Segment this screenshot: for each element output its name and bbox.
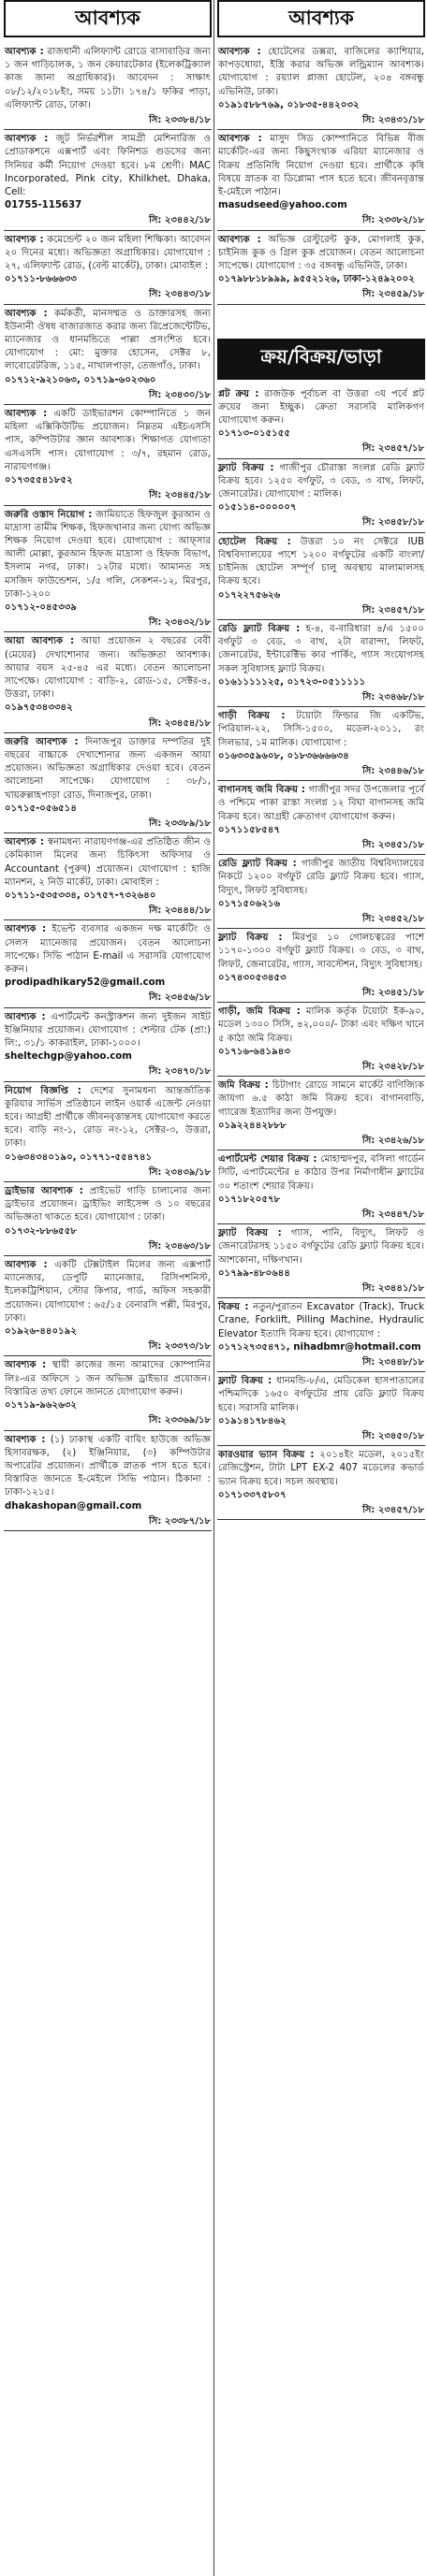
classified-ad: [4, 43, 212, 130]
ad-contact: ০১৬৩৩৫৯৬০৮, ০১৮৩৬৬৬৬৩৪: [218, 750, 349, 761]
ad-code: সি: ২৩৪৫৭/১৮: [361, 604, 424, 615]
ad-body: নতুন/পুরাতন Excavator (Track), Truck Crane, Forklift, Pilling Machine, Hydraulic Elevator ইত্যাদি বিক্রয় হবে। যোগাযোগ :: [218, 1302, 424, 1339]
classified-ad: [4, 506, 212, 633]
ad-body: গ্যাস, পানি, বিদ্যুৎ, লিফট ও জেনারেটরসহ ১১৫০ বর্গফুটের রেডি ফ্ল্যাট বিক্রয় হবে। আশকোনা, দক্ষিণখান।: [218, 1228, 424, 1266]
ad-body: টয়োটা ফিল্ডার জি একটিভ, পিরিয়াল-২২, সিসি-১৫০০, মডেল-২০১১, রং সিলভার, ১ম মালিক। যোগাযোগ :: [218, 711, 424, 748]
ad-contact: ০১৯১৫৮৮৭৬৯, ০১৮৩৫-৪৪২০৩২: [218, 99, 360, 110]
ad-contact: masudseed@yahoo.com: [218, 200, 347, 211]
ad-contact: ০১৯৭৫৩৪৩৩৪২: [5, 702, 73, 714]
ad-body: স্বনামধন্য নারায়ণগঞ্জ-এর প্রতিষ্ঠিত জীন ও কেমিক্যাল মিলের জন্য চিকিৎসা অফিসার ও Accountant (পুরুষ) প্রয়োজন। যোগাযোগ : হাজি ম্যানশন, ২ নিউ মার্কেট, ঢাকা। মোবাইল :: [5, 837, 211, 888]
ad-heading: আবশ্যক :: [5, 47, 44, 57]
ad-heading: আয়া আবশ্যক :: [5, 636, 75, 647]
ad-heading: এপার্টমেন্ট শেয়ার বিক্রয় :: [218, 1154, 317, 1165]
ad-code: সি: ২৩৪৩২/১৮: [148, 617, 211, 629]
ad-heading: আবশ্যক :: [5, 837, 44, 848]
ad-contact: ০১৭৩৫৫৪১৮৫২: [5, 475, 73, 486]
ad-code: সি: ২৩৪৬৮/১৮: [361, 691, 424, 702]
ad-heading: রেডি ফ্ল্যাট বিক্রয় :: [218, 859, 297, 870]
ad-body: চিটাগাং রোডে সামনে মার্কেট বাণিজ্যিক জায়গা ৬.৫ কাঠা জমি বিক্রয় হবে। বাগানবাড়ি, গ্যারেজ ইত্যাদির জন্য উপযুক্ত।: [218, 1080, 424, 1118]
classified-ad: [217, 929, 425, 1003]
classified-ad: [4, 1082, 212, 1182]
ad-code: সি: ২৩৩৭৩/১৮: [148, 1341, 211, 1353]
ad-heading: আবশ্যক :: [5, 1360, 47, 1371]
ad-contact: ০১৫১১৪-০০০০০৭: [218, 502, 297, 514]
ad-contact: ০১৯১৪১৭৮৪৬২: [218, 1415, 287, 1426]
section-banner-right: আবশ্যক: [217, 0, 425, 37]
ad-heading: ফ্ল্যাট বিক্রয় :: [218, 462, 274, 473]
ad-code: সি: ২৩৪৩০/১৮: [148, 389, 211, 400]
ad-code: সি: ২৩৪৭০/১৮: [148, 1066, 211, 1078]
ad-body: ধানমন্ডি-৮/এ, মেডিকেল হাসপাতালের পশ্চিমদিকে ১৬৫০ বর্গফুটের প্রায় রেডি ফ্ল্যাট বিক্রয় হবে। সরাসরি মালিক।: [218, 1376, 424, 1413]
ad-code: সি: ২৩৩৮২/১৮: [361, 215, 424, 226]
ad-code: সি: ২৩৪৪৫/১৮: [148, 490, 211, 501]
ad-code: সি: ২৩৪৪৮/১৮: [361, 1357, 424, 1368]
ad-contact: ০১৬১১১১১২৫, ০১৭২৩-০৫১১১১১: [218, 676, 366, 687]
ad-heading: আবশ্যক :: [5, 308, 48, 319]
classified-ad: [217, 1003, 425, 1077]
classified-ad: [4, 1431, 212, 1531]
ad-heading: ফ্ল্যাট বিক্রয় :: [218, 1228, 282, 1239]
ad-contact: ০১৭১২-৯২১০৬৩, ০১৭১৯-৬০২৩৬০: [5, 374, 156, 385]
ad-code: সি: ২৩৪৪২/১৮: [148, 215, 211, 226]
ad-contact: ০১৭১১-৮৬৬৬৩৩: [5, 274, 78, 285]
ad-heading: গাড়ী, জমি বিক্রয় :: [218, 1006, 301, 1018]
ad-heading: আবশ্যক :: [5, 234, 44, 245]
classified-ad: [4, 1182, 212, 1256]
ad-contact: ০১৬৩৪৩৪০১৯০, ০১৭৭১-৫৫৪৭৪১: [5, 1151, 153, 1163]
ad-code: সি: ২৩৪৫৭/১৮: [361, 1505, 424, 1516]
ad-body: মোহাম্মদপুর, বসিলা গার্ডেন সিটি, এপার্টমেন্টের ৪ কাঠার উপর নির্মাণাধীন ফ্ল্যাটের ৩০ শতাংশ শেয়ার বিক্রয়।: [218, 1154, 424, 1192]
classified-ad: [4, 130, 212, 230]
ad-contact: ০১৭৯৯-৪৮০৬৪৪: [218, 1267, 290, 1279]
ad-body: আয়া প্রয়োজন ২ বছরের বেবী (মেয়ের) দেখাশোনার জন্য। অভিজ্ঞতা আবশ্যক। আয়ার বয়স ২৫-৪৫ এর মধ্যে। বেতন আলোচনা সাপেক্ষে। যোগাযোগ : বাড়ি-২, রোড-১৫, সেক্টর-৪, উত্তরা, ঢাকা।: [5, 636, 211, 701]
classified-ad: [217, 43, 425, 130]
ad-heading: আবশ্যক :: [5, 1260, 48, 1271]
ad-body: দিনাজপুর ডাক্তার দম্পতির দুই বছরের বাচ্চাকে দেখাশোনার জন্য একজন আয়া প্রয়োজন। অভিজ্ঞতা অগ্রাধিকার দেওয়া হবে। বেতন আলোচনা সাপেক্ষে। যোগাযোগ : ৩৮/১, খায়রুল্লাহপাড়া রোড, দিনাজপুর, ঢাকা।: [5, 736, 211, 801]
ad-contact: ০১৭১৩-০১৫১৫৫: [218, 428, 290, 440]
classified-ad: [4, 733, 212, 833]
classified-ad: [4, 1256, 212, 1356]
classified-ad: [4, 231, 212, 305]
ad-contact: ০১৭১৮২০৫৭৮: [218, 1194, 281, 1205]
classified-ad: [217, 1077, 425, 1151]
ad-heading: আবশ্যক :: [218, 134, 262, 145]
ad-code: সি: ২৩৪৫০/১৮: [361, 1431, 424, 1442]
ad-code: সি: ২৩৪৪৬/১৮: [361, 765, 424, 776]
ad-body: অভিজ্ঞ রেস্টুরেন্ট কুক, মোগলাই কুক, চাইনিজ কুক ও গ্রিল কুক প্রয়োজন। বেতন আলোচনা সাপেক্ষে। যোগাযোগ : ৩৫ বঙ্গবন্ধু এভিনিউ, ঢাকা।: [218, 234, 424, 272]
right-column: [217, 0, 425, 1520]
ad-contact: ০১৭২২৭৫৬২৬: [218, 589, 281, 601]
classified-ad: [217, 707, 425, 781]
ad-heading: কারওয়ার ভ্যান বিক্রয় :: [218, 1450, 315, 1461]
ad-body: হোটেলের ডক্সরা, বাজিলের ক্যাশিয়ার, কাপড়ধোয়া, ইস্ত্রি করার অভিজ্ঞ লন্ড্রিম্যান আবশ্যক। যোগাযোগ : রয়্যাল প্লাজা হোটেল, ২০৪ বঙ্গবন্ধু এভিনিউ, ঢাকা।: [218, 47, 424, 97]
ad-heading: বাগানসহ জমি বিক্রয় :: [218, 785, 305, 796]
ad-body: কর্মকর্তী, মানসম্মত ও ডাক্তারসহ জন্য ইউনানী ঔষধ বাজারজাত করার জন্য রিপ্রেজেন্টেটিভ, ম্যানেজার ও ধানমন্ডিতে পাল্লা প্রসংশিত হবে। যোগাযোগ : মো: মুক্তার হোসেন, সেক্টর ৮, লাবোরেটরিজ, ১১৫, নাখালপাড়া, তেজগাঁও, ঢাকা।: [5, 308, 211, 372]
ad-body: স্থায়ী কাজের জন্য আমাদের কোম্পানির লিঃ-এর অফিসে ১ জন অভিজ্ঞ ড্রাইভার প্রয়োজন। বিস্তারিত তথ্য ফোনে জানতে যোগাযোগ করুন।: [5, 1360, 211, 1397]
ad-body: হ-৪, ব-বারিধারা ৪/এ ১৫০০ বর্গফুট ৩ বেড, ৩ বাথ, ২টা বারান্দা, লিফট, জেনারেটর, ইন্টারেক্টিভ কার পার্কিং, গ্যাস সংযোগসহ সকল সুবিধাসহ ফ্ল্যাট বিক্রয়।: [218, 623, 424, 674]
ad-heading: জরুরি আবশ্যক :: [5, 736, 79, 747]
ad-body: উত্তরা ১০ নং সেক্টরে IUB বিশ্ববিদ্যালয়ের পাশে ১২০০ বর্গফুটের একটি বাংলা/চাইনিজ হোটেল সম্পূর্ণ চালু অবস্থায় মালামালসহ বিক্রয় হবে।: [218, 536, 424, 587]
ad-contact: ০১৭১৩৩৭৫৮০৭: [218, 1489, 287, 1500]
ad-code: সি: ২৩৪৪১/১৮: [361, 1283, 424, 1295]
ad-body: মালিক কর্তৃক টয়োটা ইক-৯০, মডেল ১৩০০ সিসি, ৪২,০০০/- টাকা এবং দক্ষিণ খানে ৫ কাঠা জমি বিক্রয়।: [218, 1006, 424, 1044]
classified-ad: [217, 620, 425, 707]
ad-heading: গাড়ী বিক্রয় :: [218, 711, 286, 722]
ad-body: গাজীপুর সদর উপজেলার পূর্বে ও পশ্চিমে পাকা রাস্তা সংলগ্ন ১২ বিঘা বাগানসহ জমি বিক্রয় হবে। আগ্রহী ক্রেতাগণ যোগাযোগ করুন।: [218, 785, 424, 822]
classified-ad: [217, 385, 425, 459]
ad-heading: আবশ্যক :: [218, 234, 261, 245]
ad-body: একটি ডাইভারশন কোম্পানিতে ১ জন মহিলা এক্সিকিউটিভ প্রয়োজন। নিম্নতম এইচএসসি পাস, কম্পিউটার জ্ঞান আবশ্যক। শিক্ষাগত যোগ্যতা এসএসসি পাস। যোগাযোগ : ৩/৭, রহমান রোড, নারায়ণগঞ্জ।: [5, 409, 211, 472]
right-ads-2: [217, 385, 425, 1521]
ad-contact: ০১৭১২৭৩৫৪৭১, nihadbmr@hotmail.com: [218, 1341, 421, 1353]
ad-heading: নিয়োগ বিজ্ঞপ্তি :: [5, 1085, 81, 1096]
classified-ad: [217, 1446, 425, 1520]
classified-ad: [217, 231, 425, 305]
ad-body: রাজউক পূর্বাচল বা উত্তরা ৩য় পর্বে প্লট ক্রয়ের জন্য ইচ্ছুক। ক্রেতা সরাসরি মালিকগণ যোগাযোগ করুন।: [218, 388, 424, 427]
ad-code: সি: ২৩৪৫১/১৮: [361, 987, 424, 998]
classified-ad: [4, 1008, 212, 1082]
ad-code: সি: ২৩৪৫১/১৮: [361, 839, 424, 850]
ad-heading: বিক্রয় :: [218, 1302, 249, 1313]
ad-contact: ০১৯২৬-৪৪০১৯২: [5, 1326, 78, 1338]
classified-ad: [217, 1151, 425, 1224]
classified-ad: [217, 781, 425, 855]
classified-ad: [4, 833, 212, 920]
ad-body: মিরপুর ১০ গোলচত্বরের পাশে ১১৭০-১৩০০ বর্গফুট ফ্ল্যাট বিক্রয়। ৩ বেড, ৩ বাথ, লিফট, জেনারেটর, গ্যাস, সাবস্টেশন, বিদ্যুৎ সুবিধাসহ।: [218, 933, 424, 970]
ad-code: সি: ২৩৪৩৯/১৮: [148, 1166, 211, 1178]
ad-code: সি: ২৩৪৫৭/১৮: [361, 443, 424, 455]
ad-contact: ০১৭১৯-৯৬২৬৩২: [5, 1400, 78, 1411]
ad-body: কমেন্ডেন্ট ২০ জন মহিলা শিক্ষিকা। আবেদন ২০ দিনের মধ্যে। অভিজ্ঞতা অগ্রাধিকার। যোগাযোগ : ২৭, এলিফ্যান্ট রোড, (বেল্ট মার্কেট), ঢাকা। মোবাইল :: [5, 234, 211, 272]
ad-body: দেশের সুনামধন্য আন্তর্জাতিক কুরিয়ার সার্ভিস প্রতিষ্ঠানে লাইন ওয়ার্ক এজেন্ট নেওয়া হবে। আগ্রহী প্রার্থীকে জীবনবৃত্তান্তসহ যোগাযোগ করতে হবে। বাড়ি নং-১, রোড নং-১২, সেক্টর-৩, উত্তরা, ঢাকা।: [5, 1085, 212, 1150]
classified-ad: [217, 1372, 425, 1446]
ad-heading: আবশ্যক :: [218, 47, 261, 57]
classified-ad: [217, 1224, 425, 1298]
ad-code: সি: ২৩৪৬৩/১৮: [148, 1240, 211, 1252]
ad-code: সি: ২৩৪৫৯/১৮: [361, 289, 424, 300]
ad-body: একটি টেক্সটাইল মিলের জন্য এক্সপার্ট ম্যানেজার, ডেপুটি ম্যানেজার, রিসিপশনিস্ট, ইলেকট্রিশিয়ান, স্টোর কিপার, গার্ড, অফিস সহকারী প্রয়োজন। যোগাযোগ : ৬৫/১৫ বেনারসি পল্লী, মিরপুর, ঢাকা।: [5, 1260, 211, 1324]
ad-contact: ০১৭৯৮৮১৮৯৯৯, ৯৫৫২১২৬, ঢাকা-১২৪৯২০০২: [218, 274, 415, 285]
ad-code: সি: ২৩৪৩১/১৮: [361, 115, 424, 126]
ad-code: সি: ২৩৪৪৩/১৮: [148, 289, 211, 300]
classified-ad: [4, 305, 212, 405]
ad-body: ২০১৪ইং মডেল, ২০১৫ইং রেজিস্ট্রেশন, টাটা LPT EX-2 407 মডেলের কভার্ড ভ্যান বিক্রয় হবে। সচল অবস্থায়।: [218, 1450, 424, 1487]
classified-ad: [4, 405, 212, 505]
ad-heading: জমি বিক্রয় :: [218, 1080, 269, 1092]
ad-code: সি: ২৩৪৫২/১৮: [361, 913, 424, 924]
ad-contact: ০১৭১৬-৬৪১৯৪৩: [218, 1046, 291, 1057]
ad-code: সি: ২৩৪৫৪/১৮: [148, 717, 211, 729]
left-column: [4, 0, 212, 1531]
ad-body: গাজীপুর চৌরাস্তা সংলগ্ন রেডি ফ্ল্যাট বিক্রয় হবে। ১২৫০ বর্গফুট, ৩ বেড, ৩ বাথ, লিফট, জেনারেটর। যোগাযোগ : মালিক।: [218, 462, 425, 500]
ad-contact: prodipadhikary52@gmail.com: [5, 977, 166, 989]
ad-code: সি: ২৩৪৫৮/১৮: [361, 517, 424, 528]
ad-heading: ড্রাইভার আবশ্যক :: [5, 1186, 83, 1197]
ad-code: সি: ২৩৪২৬/১৮: [361, 1136, 424, 1147]
ad-heading: প্লট ক্রয় :: [218, 388, 259, 399]
section-gap: [217, 305, 425, 339]
ad-contact: ০১৭১২-০৪৫৩৩৯: [5, 601, 78, 613]
ad-heading: হোটেল বিক্রয় :: [218, 536, 291, 547]
ad-heading: ফ্ল্যাট বিক্রয় :: [218, 1376, 272, 1387]
ad-code: সি: ২৩৪২৮/১৮: [361, 1062, 424, 1072]
ad-contact: 01755-115637: [5, 200, 82, 211]
ad-contact: ০১৭৪৩০৫৩৪৫৩: [218, 972, 287, 983]
ad-contact: ০১৭১১-৫৩৫৩৩৪, ০১৭৫৭-৭৩২৬৪০: [5, 890, 156, 901]
ad-code: সি: ২৩৪৪৪/১৮: [148, 905, 211, 917]
ad-contact: ০১৭৩২-৮৮৬৫৫৮: [5, 1225, 78, 1237]
ad-heading: জরুরি ওস্তাদ নিয়োগ :: [5, 509, 93, 520]
ad-heading: আবশ্যক :: [5, 134, 49, 145]
ad-code: সি: ২৩৪৪৭/১৮: [361, 1209, 424, 1221]
ad-heading: আবশ্যক :: [5, 409, 48, 420]
right-ads: [217, 43, 425, 305]
ad-body: ইভেন্ট ব্যবসার একজন দক্ষ মার্কেটিং ও সেলস ম্যানেজার প্রয়োজন। বেতন আলোচনা সাপেক্ষে। সিভি পাঠান E-mail এ সরাসরি যোগাযোগ করুন।: [5, 924, 211, 975]
ad-heading: ফ্ল্যাট বিক্রয় :: [218, 933, 283, 944]
classified-ad: [4, 632, 212, 732]
ad-code: সি: ২৩৩৮৭/১৮: [148, 1515, 211, 1527]
ad-body: জামিয়াতে হিফজুল কুরআন ও মাদ্রাসা তামীম শিক্ষক, হিফজখানার জন্য যোগ্য অভিজ্ঞ শিক্ষক নিয়োগ দেওয়া হবে। যোগাযোগ : আফ্সার আলী মোল্লা, কুরআন হিফজ মাদ্রাসা ও হিফজ বিভাগ, ইসলাম নগর, ঢাকা। ১২টার মধ্যে। আমানত সহ মসজিদ ফাউন্ডেশন, ১/৫ গলি, সেকশন-১২, মিরপুর, ঢাকা-১২০০: [5, 509, 211, 600]
ad-body: জুট নির্ভরশীল সামগ্রী মেশিনারিজ ও প্রোডাকশনে এক্সপার্ট এবং ফিনিশড গুডসের জন্য সিনিয়র কর্মী নিয়োগ দেওয়া হবে। ৮ম শ্রেণী। MAC Incorporated, Pink city, Khilkhet, Dhaka, Cell:: [5, 134, 211, 198]
ad-body: গাজীপুর জাতীয় বিশ্ববিদ্যালয়ের নিকটে ১২০০ বর্গফুট রেডি ফ্ল্যাট বিক্রয় হবে। গ্যাস, বিদ্যুৎ, লিফট সুবিধাসহ।: [218, 859, 424, 896]
ad-body: প্রাইভেট গাড়ি চালানোর জন্য ড্রাইভার প্রয়োজন। ড্রাইভিং লাইসেন্স ও ১০ বছরের অভিজ্ঞতা থাকতে হবে। যোগাযোগ : ঢাকা।: [5, 1186, 211, 1223]
ad-contact: ০১৭১১৫৮৫৪৭: [218, 824, 281, 835]
ad-heading: আবশ্যক :: [5, 1011, 46, 1022]
ad-heading: রেডি ফ্ল্যাট বিক্রয় :: [218, 623, 301, 634]
classified-ad: [217, 459, 425, 533]
ad-heading: আবশ্যক :: [5, 924, 47, 935]
ad-contact: ০১৭১৫-০৫৬৫১৪: [5, 803, 77, 814]
ad-code: সি: ২৩৩৮৪/১৮: [148, 115, 211, 126]
ad-contact: sheltechgp@yahoo.com: [5, 1051, 132, 1063]
section-banner-buy-sell: ক্রয়/বিক্রয়/ভাড়া: [217, 339, 425, 380]
ad-heading: আবশ্যক :: [5, 1434, 46, 1445]
ad-code: সি: ২৩৩৬৯/১৮: [148, 1415, 211, 1426]
ad-contact: ০১৯২২৪৪২৮৮৮: [218, 1120, 287, 1131]
ad-code: সি: ২৩৪৫৬/১৮: [148, 992, 211, 1004]
classified-ad: [217, 855, 425, 929]
classified-ad: [217, 1298, 425, 1372]
ad-body: রাজধানী এলিফ্যান্ট রোডে বাসাবাড়ির জন্য ১ জন গাড়িচালক, ১ জন কেয়ারটেকার (ইলেকট্রিক্যাল কাজ জানা অগ্রাধিকার)। আবেদন : সাক্ষাৎ ০৮/১২/২০১৮ইং, সময় ১১টা। ১৭৪/১ ফকির পাড়া, এলিফ্যান্ট রোড, ঢাকা।: [5, 47, 211, 110]
classified-ad: [4, 1356, 212, 1430]
classified-ad: [217, 533, 425, 620]
ad-body: (১) ঢাকাস্থ একটি বায়িং হাউজে অভিজ্ঞ হিসাবরক্ষক, (২) ইঞ্জিনিয়ার, (৩) কম্পিউটার অপারেটর প্রয়োজন। প্রার্থীকে স্নাতক পাস হতে হবে। বিস্তারিত জানতে ই-মেইলে সিভি পাঠান। ঠিকানা : ঢাকা-১২১৫।: [5, 1434, 211, 1498]
classified-ad: [217, 130, 425, 230]
ad-code: সি: ২৩৩৮৯/১৮: [148, 818, 211, 829]
classified-ad: [4, 920, 212, 1007]
left-ads: [4, 43, 212, 1531]
ad-contact: dhakashopan@gmail.com: [5, 1500, 142, 1512]
ad-body: মাসুদ সিড কোম্পানিতে বিভিন্ন বীজ মার্কেটিং-এর জন্য কিছুসংখ্যক এরিয়া ম্যানেজার ও বিক্রয় প্রতিনিধি নিয়োগ দেওয়া হবে। প্রার্থীকে কৃষি বিষয়ে স্নাতক বা ডিপ্লোমা পাস হতে হবে। জীবনবৃত্তান্ত ই-মেইলে পাঠান।: [218, 134, 424, 198]
section-banner-left: আবশ্যক: [4, 0, 212, 37]
ad-body: এপার্টমেন্ট কনস্ট্রাকশন জন্য দুইজন সাইট ইঞ্জিনিয়ার প্রয়োজন। যোগাযোগ : শেল্টার টেক (প্রা:) লি:, ৩১/১ কাকরাইল, ঢাকা-১০০০।: [5, 1011, 211, 1049]
ad-contact: ০১৭১৫০৬২১৬: [218, 898, 281, 909]
